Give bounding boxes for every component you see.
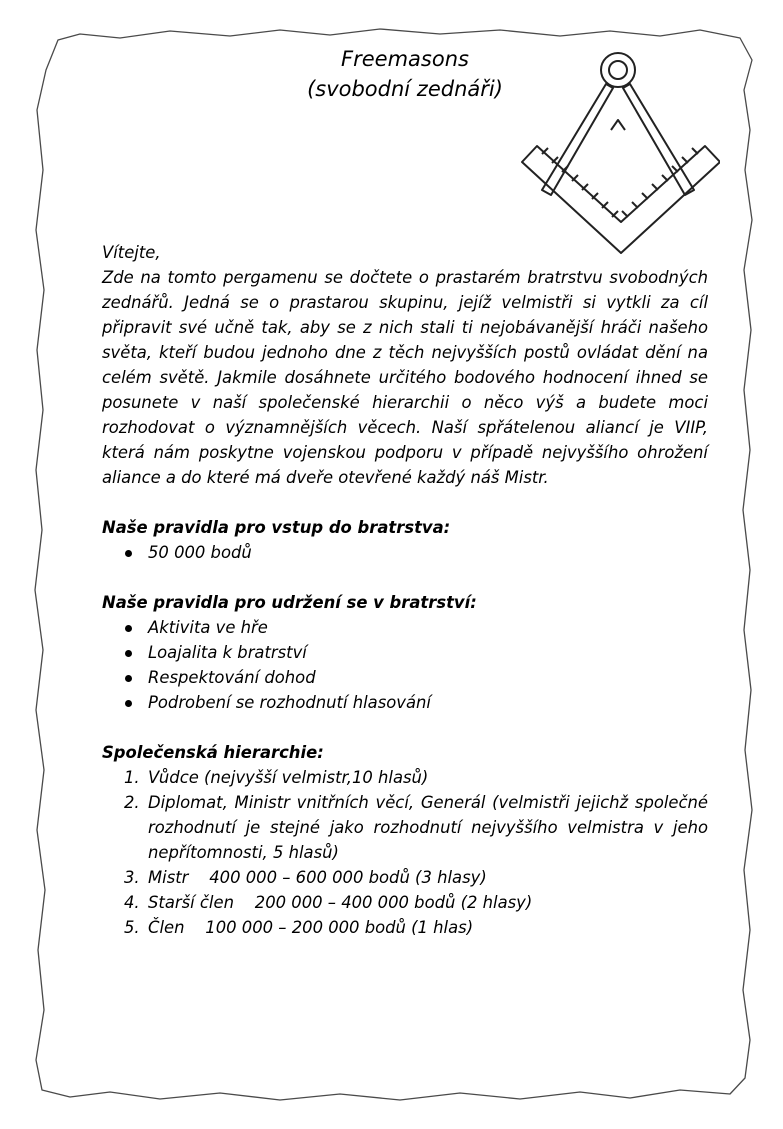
- list-item: [102, 540, 708, 565]
- keep-rules-list: [102, 615, 708, 715]
- hierarchy-heading: Společenská hierarchie:: [102, 743, 324, 762]
- greeting: Vítejte,: [102, 243, 161, 262]
- entry-rules-list: [102, 540, 708, 565]
- list-item: [102, 640, 708, 665]
- list-item-text: Respektování dohod: [148, 668, 316, 687]
- intro-paragraph: Zde na tomto pergamenu se dočtete o prastarém bratrstvu svobodných zednářů. Jedná se o prastarou skupinu, jejíž velmistři si vytkli za cíl připravit své učně tak, aby se z nich stali ti nejobávanější hráči našeho světa, kteří budou jednoho dne z těch nejvyšších postů ovládat dění na celém světě. Jakmile dosáhnete určitého bodového hodnocení ihned se posunete v naší společenské hierarchii o něco výš a budete moci rozhodovat o významnějších věcech. Naší spřátelenou aliancí je VIIP, která nám poskytne vojenskou podporu v případě nejvyššího ohrožení aliance a do které má dveře otevřené každý náš Mistr.: [102, 268, 708, 487]
- list-item-text: Loajalita k bratrství: [148, 643, 307, 662]
- hierarchy-item-text: Diplomat, Ministr vnitřních věcí, Generál (velmistři jejichž společné rozhodnutí je stejné jako rozhodnutí nejvyššího velmistra v jeho nepřítomnosti, 5 hlasů): [148, 793, 708, 862]
- hierarchy-item: [102, 790, 708, 865]
- list-item-text: 50 000 bodů: [148, 543, 252, 562]
- item-number: 5.: [124, 918, 140, 937]
- bullet-icon: [125, 700, 132, 707]
- item-number: 3.: [124, 868, 140, 887]
- keep-rules-heading: Naše pravidla pro udržení se v bratrství:: [102, 593, 477, 612]
- document-body: [102, 240, 708, 940]
- hierarchy-item: [102, 865, 708, 890]
- bullet-icon: [125, 550, 132, 557]
- title-line-2: (svobodní zednáři): [307, 77, 503, 101]
- hierarchy-item: [102, 915, 708, 940]
- page-title: [270, 44, 540, 104]
- list-item: [102, 615, 708, 640]
- list-item: [102, 690, 708, 715]
- item-number: 2.: [124, 793, 140, 812]
- hierarchy-item: [102, 890, 708, 915]
- bullet-icon: [125, 625, 132, 632]
- hierarchy-item-text: Starší člen 200 000 – 400 000 bodů (2 hlasy): [148, 893, 533, 912]
- square-and-compasses-icon: [520, 50, 720, 258]
- hierarchy-item-text: Člen 100 000 – 200 000 bodů (1 hlas): [148, 918, 474, 937]
- title-line-1: Freemasons: [341, 47, 469, 71]
- bullet-icon: [125, 675, 132, 682]
- list-item: [102, 665, 708, 690]
- item-number: 4.: [124, 893, 140, 912]
- hierarchy-item: [102, 765, 708, 790]
- list-item-text: Aktivita ve hře: [148, 618, 268, 637]
- bullet-icon: [125, 650, 132, 657]
- hierarchy-list: [102, 765, 708, 940]
- hierarchy-item-text: Mistr 400 000 – 600 000 bodů (3 hlasy): [148, 868, 487, 887]
- item-number: 1.: [124, 768, 140, 787]
- hierarchy-item-text: Vůdce (nejvyšší velmistr,10 hlasů): [148, 768, 429, 787]
- list-item-text: Podrobení se rozhodnutí hlasování: [148, 693, 431, 712]
- entry-rules-heading: Naše pravidla pro vstup do bratrstva:: [102, 518, 451, 537]
